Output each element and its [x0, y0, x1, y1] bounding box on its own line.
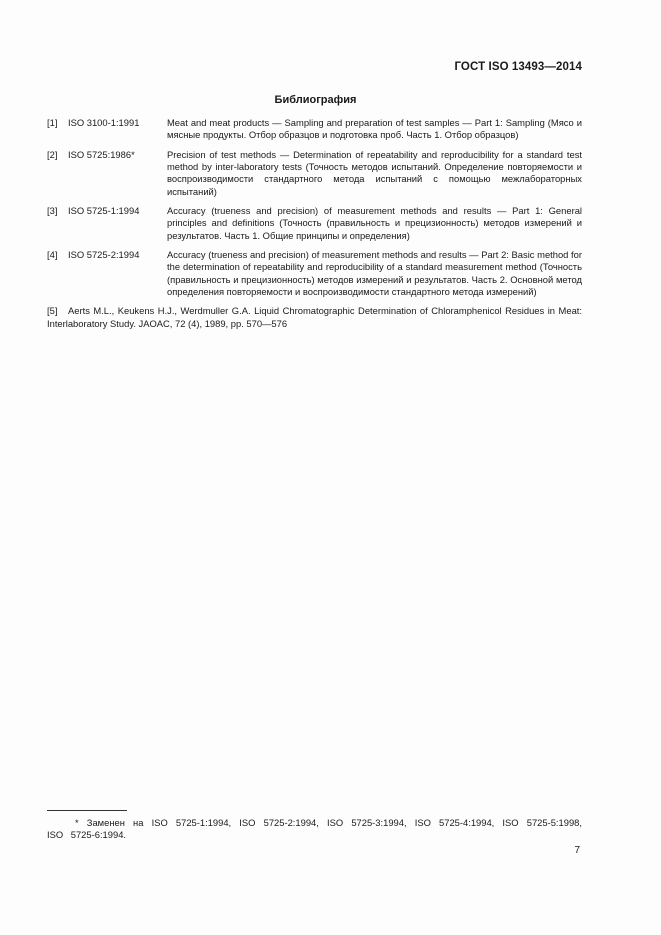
page-number: 7 — [574, 845, 580, 856]
reference-text: Accuracy (trueness and precision) of measurement methods and results — Part 2: Basic method for the determination of repeatability and reproducibility of a standard measurement method (Точность (правильность и прецизионность) методов измерений и результатов. Часть 2. Основной метод определения повторяемости и воспроизводимости стандартного метода измерений) — [167, 249, 582, 298]
reference-text: Accuracy (trueness and precision) of measurement methods and results — Part 1: General principles and definitions (Точность (правильность и прецизионность) методов измерений и результатов. Часть 1. Общие принципы и определения) — [167, 205, 582, 241]
bibliography-list — [47, 117, 582, 330]
reference-code: ISO 5725-1:1994 — [68, 205, 140, 217]
reference-number: [2] — [47, 148, 58, 160]
reference-number: [5] — [47, 305, 58, 317]
footnote: * Заменен на ISO 5725-1:1994, ISO 5725-2:1994, ISO 5725-3:1994, ISO 5725-4:1994, ISO 5725-5:1998, ISO 5725-6:1994. — [47, 817, 582, 841]
reference-code: ISO 5725:1986* — [68, 148, 135, 160]
reference-number: [1] — [47, 117, 58, 128]
reference-number: [3] — [47, 205, 58, 217]
reference-code: ISO 5725-2:1994 — [68, 249, 140, 261]
reference-item — [47, 149, 582, 199]
reference-item — [47, 205, 582, 242]
reference-item — [47, 117, 582, 142]
reference-text: Meat and meat products — Sampling and preparation of test samples — Part 1: Sampling (Мясо и мясные продукты. Отбор образцов и подготовка проб. Часть 1. Отбор образцов) — [167, 117, 582, 141]
reference-item — [47, 249, 582, 299]
reference-text: Precision of test methods — Determination of repeatability and reproducibility for a standard test method by inter-laboratory tests (Точность методов испытаний. Определение повторяемости и воспроизводимости стандартного метода испытаний с помощью межлабораторных испытаний) — [167, 148, 582, 197]
reference-text: Aerts M.L., Keukens H.J., Werdmuller G.A. Liquid Chromatographic Determination of Chloramphenicol Residues in Meat: Interlaboratory Study. JAOAC, 72 (4), 1989, pp. 570—576 — [47, 305, 582, 329]
reference-number: [4] — [47, 249, 58, 261]
bibliography-title: Библиография — [274, 94, 357, 106]
reference-item-5 — [47, 305, 582, 330]
footnote-divider — [47, 810, 127, 811]
reference-code: ISO 3100-1:1991 — [68, 117, 140, 128]
standard-code-header: ГОСТ ISO 13493—2014 — [454, 61, 582, 73]
